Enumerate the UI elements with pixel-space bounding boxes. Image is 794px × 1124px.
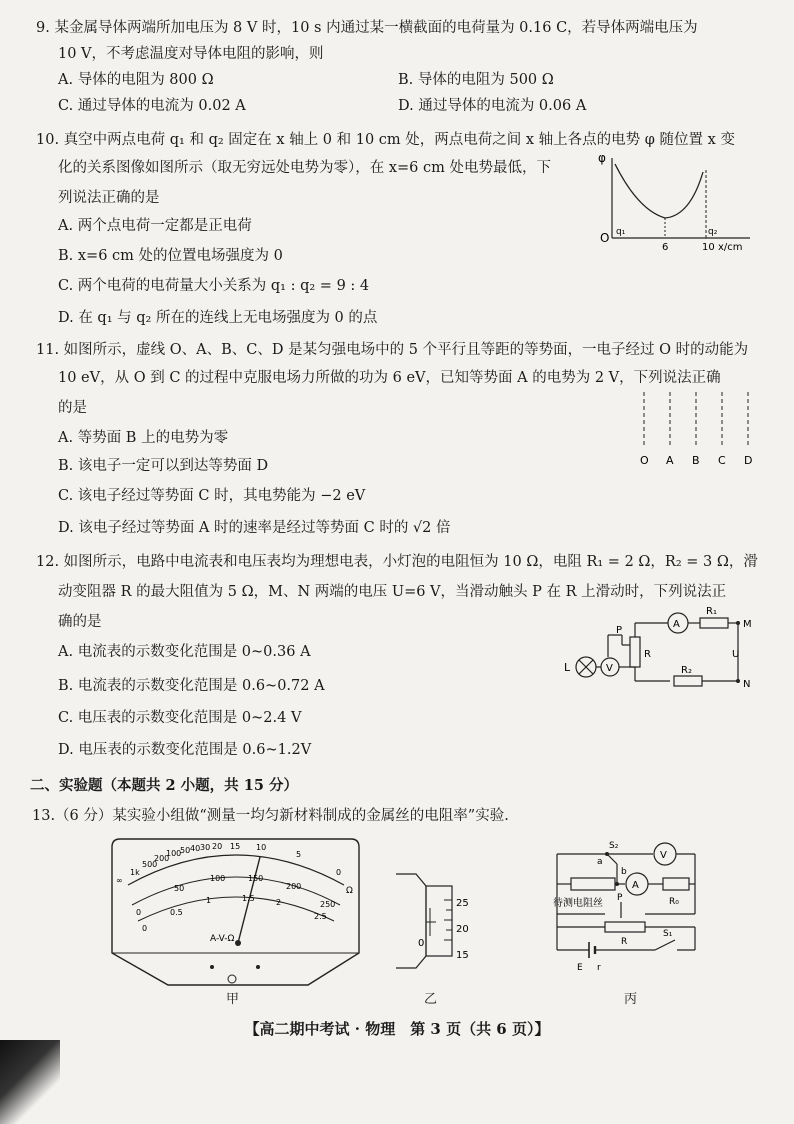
q9-option-a: A. 导体的电阻为 800 Ω bbox=[58, 72, 214, 88]
label-b: B bbox=[692, 454, 700, 467]
multimeter-figure bbox=[108, 835, 363, 995]
ohm-tick-1: 1k bbox=[130, 868, 140, 877]
q9-stem-line1: 9. 某金属导体两端所加电压为 8 V 时，10 s 内通过某一横截面的电荷量为 0.16 C，若导体两端电压为 bbox=[36, 20, 698, 36]
label-d: D bbox=[744, 454, 753, 467]
mid-tick-3: 150 bbox=[248, 874, 264, 883]
q11-equipotential-figure bbox=[630, 388, 760, 470]
ohm-tick-5: 50 bbox=[180, 846, 191, 855]
r-internal-label: r bbox=[597, 963, 601, 973]
e-label: E bbox=[577, 963, 583, 973]
q12-stem-line3: 确的是 bbox=[58, 614, 102, 630]
q9-option-c: C. 通过导体的电流为 0.02 A bbox=[58, 98, 246, 114]
mid-tick-0: 0 bbox=[136, 908, 142, 917]
r-label: R bbox=[644, 649, 651, 660]
potential-curve bbox=[615, 164, 703, 218]
ammeter-label: A bbox=[673, 619, 680, 630]
ohm-tick-9: 15 bbox=[230, 842, 241, 851]
low-tick-2: 1 bbox=[206, 896, 212, 905]
q10-option-b: B. x=6 cm 处的位置电场强度为 0 bbox=[58, 248, 283, 264]
q11-stem-line2: 10 eV，从 O 到 C 的过程中克服电场力所做的功为 6 eV，已知等势面 A 的电势为 2 V，下列说法正确 bbox=[58, 370, 721, 386]
voltmeter-label: V bbox=[660, 850, 667, 861]
q11-option-d: D. 该电子经过等势面 A 时的速率是经过等势面 C 时的 √2 倍 bbox=[58, 520, 451, 536]
s1-label: S₁ bbox=[663, 929, 673, 939]
label-c: C bbox=[718, 454, 726, 467]
micrometer-tick-15: 15 bbox=[456, 950, 469, 961]
q13-stem: 13.（6 分）某实验小组做“测量一均匀新材料制成的金属丝的电阻率”实验. bbox=[32, 808, 509, 824]
dc-arc bbox=[132, 877, 340, 905]
q11-option-b: B. 该电子一定可以到达等势面 D bbox=[58, 458, 269, 474]
r0-resistor bbox=[663, 878, 689, 890]
u-label: U bbox=[732, 649, 740, 660]
r0-label: R₀ bbox=[669, 897, 679, 907]
p-label: P bbox=[616, 625, 623, 636]
q12-circuit-figure bbox=[560, 605, 760, 695]
p-label: P bbox=[617, 893, 623, 903]
ohm-tick-3: 200 bbox=[154, 854, 170, 863]
test-wire-label: 待测电阻丝 bbox=[553, 898, 603, 909]
q11-stem-line1: 11. 如图所示，虚线 O、A、B、C、D 是某匀强电场中的 5 个平行且等距的等势面，一电子经过 O 时的动能为 bbox=[36, 342, 749, 358]
q9-stem-line2: 10 V，不考虑温度对导体电阻的影响，则 bbox=[58, 46, 324, 62]
voltmeter-label: V bbox=[606, 663, 613, 674]
rheostat bbox=[605, 922, 645, 932]
q1-label: q₁ bbox=[616, 227, 626, 237]
ammeter-label: A bbox=[632, 880, 639, 891]
low-tick-1: 0.5 bbox=[170, 908, 183, 917]
label-o: O bbox=[640, 454, 649, 467]
figure-jia-caption: 甲 bbox=[226, 992, 240, 1007]
b-label: b bbox=[621, 867, 627, 877]
phi-label: φ bbox=[598, 151, 606, 165]
ohm-tick-7: 30 bbox=[200, 843, 211, 852]
ohm-tick-4: 100 bbox=[166, 849, 182, 858]
ohm-tick-12: 0 bbox=[336, 868, 342, 877]
tick-10: 10 bbox=[702, 242, 715, 253]
ohm-tick-8: 20 bbox=[212, 842, 223, 851]
q12-option-d: D. 电压表的示数变化范围是 0.6~1.2V bbox=[58, 742, 312, 758]
q9-option-d: D. 通过导体的电流为 0.06 A bbox=[398, 98, 587, 114]
label-a: A bbox=[666, 454, 674, 467]
q10-option-d: D. 在 q₁ 与 q₂ 所在的连线上无电场强度为 0 的点 bbox=[58, 310, 378, 326]
q10-stem-line1: 10. 真空中两点电荷 q₁ 和 q₂ 固定在 x 轴上 0 和 10 cm 处，两点电荷之间 x 轴上各点的电势 φ 随位置 x 变 bbox=[36, 132, 735, 148]
q10-option-a: A. 两个点电荷一定都是正电荷 bbox=[58, 218, 252, 234]
micrometer-zero: 0 bbox=[418, 938, 425, 949]
q12-stem-line2: 动变阻器 R 的最大阻值为 5 Ω，M、N 两端的电压 U=6 V，当滑动触头 P 在 R 上滑动时，下列说法正 bbox=[58, 584, 727, 600]
m-label: M bbox=[743, 619, 752, 630]
mid-tick-5: 250 bbox=[320, 900, 336, 909]
micrometer-tick-25: 25 bbox=[456, 898, 469, 909]
zero-adjust-knob bbox=[228, 975, 236, 983]
ohm-tick-11: 5 bbox=[296, 850, 302, 859]
micrometer-tick-20: 20 bbox=[456, 924, 469, 935]
low-tick-5: 2.5 bbox=[314, 912, 327, 921]
q12-option-c: C. 电压表的示数变化范围是 0~2.4 V bbox=[58, 710, 302, 726]
avo-label: A-V-Ω bbox=[210, 934, 235, 944]
r-label: R bbox=[621, 937, 628, 947]
ohm-unit: Ω bbox=[346, 886, 353, 896]
n-label: N bbox=[743, 679, 751, 690]
x-unit: x/cm bbox=[718, 242, 743, 253]
lamp-label: L bbox=[564, 661, 571, 674]
mid-tick-1: 50 bbox=[174, 884, 185, 893]
q10-stem-line3: 列说法正确的是 bbox=[58, 190, 160, 206]
figure-yi-caption: 乙 bbox=[424, 992, 438, 1007]
figure-bing-caption: 丙 bbox=[624, 992, 638, 1007]
micrometer-figure bbox=[392, 860, 482, 980]
q11-stem-line3: 的是 bbox=[58, 400, 87, 416]
page-footer: 【高二期中考试 · 物理 第 3 页（共 6 页）】 bbox=[244, 1020, 550, 1038]
q10-stem-line2: 化的关系图像如图所示（取无穷远处电势为零），在 x=6 cm 处电势最低，下 bbox=[58, 160, 551, 176]
origin-label: O bbox=[600, 231, 610, 245]
ohm-tick-10: 10 bbox=[256, 843, 267, 852]
low-arc bbox=[138, 897, 334, 921]
a-label: a bbox=[597, 857, 603, 867]
q11-option-a: A. 等势面 B 上的电势为零 bbox=[58, 430, 229, 446]
section-2-heading: 二、实验题（本题共 2 小题，共 15 分） bbox=[30, 777, 298, 794]
ohm-tick-2: 500 bbox=[142, 860, 158, 869]
q10-potential-graph bbox=[590, 150, 760, 255]
r2-label: R₂ bbox=[681, 665, 692, 676]
mid-tick-2: 100 bbox=[210, 874, 226, 883]
low-tick-0: 0 bbox=[142, 924, 148, 933]
r2-resistor bbox=[674, 676, 702, 686]
q12-stem-line1: 12. 如图所示，电路中电流表和电压表均为理想电表，小灯泡的电阻恒为 10 Ω，电阻 R₁ = 2 Ω，R₂ = 3 Ω，滑 bbox=[36, 554, 758, 570]
low-tick-3: 1.5 bbox=[242, 894, 255, 903]
s2-label: S₂ bbox=[609, 841, 619, 851]
ohm-tick-0: ∞ bbox=[116, 876, 123, 885]
ohm-tick-6: 40 bbox=[190, 844, 201, 853]
q2-label: q₂ bbox=[708, 227, 718, 237]
q9-option-b: B. 导体的电阻为 500 Ω bbox=[398, 72, 554, 88]
q12-option-b: B. 电流表的示数变化范围是 0.6~0.72 A bbox=[58, 678, 325, 694]
mid-tick-4: 200 bbox=[286, 882, 302, 891]
r1-label: R₁ bbox=[706, 606, 717, 617]
switch-s1 bbox=[655, 940, 675, 950]
q11-option-c: C. 该电子经过等势面 C 时，其电势能为 −2 eV bbox=[58, 488, 366, 504]
low-tick-4: 2 bbox=[276, 898, 282, 907]
q12-option-a: A. 电流表的示数变化范围是 0~0.36 A bbox=[58, 644, 311, 660]
measurement-circuit-figure bbox=[545, 838, 745, 988]
rheostat bbox=[630, 637, 640, 667]
test-wire-resistor bbox=[571, 878, 615, 890]
tick-6: 6 bbox=[662, 242, 669, 253]
r1-resistor bbox=[700, 618, 728, 628]
q10-option-c: C. 两个电荷的电荷量大小关系为 q₁ : q₂ = 9 : 4 bbox=[58, 278, 370, 294]
scan-shadow bbox=[0, 1040, 60, 1124]
